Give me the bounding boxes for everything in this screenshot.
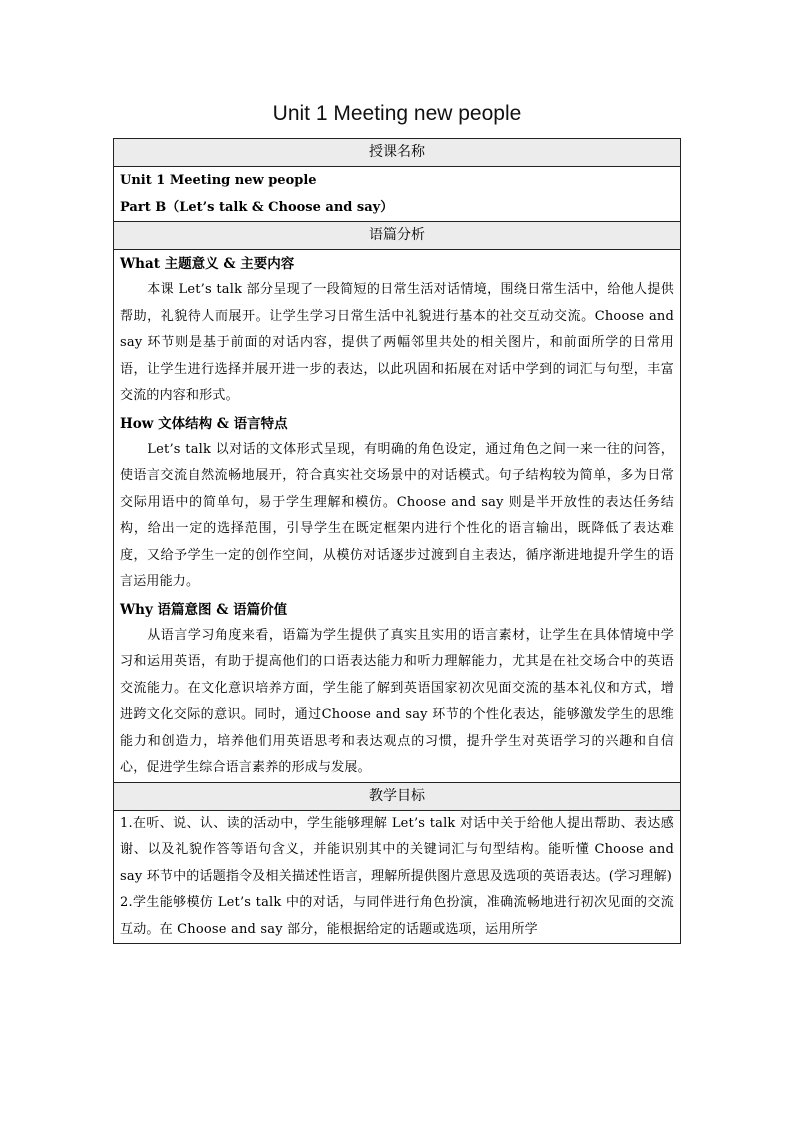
text-analysis-header: 语篇分析 — [114, 222, 681, 250]
lesson-name-header: 授课名称 — [114, 139, 681, 167]
document-title: Unit 1 Meeting new people — [272, 102, 522, 125]
how-paragraph: Let’s talk 以对话的文体形式呈现，有明确的角色设定，通过角色之间一来一往的问答，使语言交流自然流畅地展开，符合真实社交场景中的对话模式。句子结构较为简单，多为日常交际用语中的简单句，易于学生理解和模仿。Choose and say 则是半开放性的表达任务结构，给出一定的选择范围，引导学生在既定框架内进行个性化的语言输出，既降低了表达难度，又给予学生一定的创作空间，从模仿对话逐步过渡到自主表达，循序渐进地提升学生的语言运用能力。 — [120, 441, 674, 589]
objective-item-1: 1.在听、说、认、读的活动中，学生能够理解 Let’s talk 对话中关于给他人提出帮助、表达感谢、以及礼貌作答等语句含义，并能识别其中的关键词汇与句型结构。能听懂 Choose and say 环节中的话题指令及相关描述性语言，理解所提供图片意思及选项的英语表达。(学习理解) — [120, 815, 674, 884]
why-heading: Why 语篇意图 & 语篇价值 — [120, 601, 288, 618]
part-name: Part B（Let’s talk & Choose and say） — [120, 200, 394, 215]
objective-item-2: 2.学生能够模仿 Let’s talk 中的对话，与同伴进行角色扮演，准确流畅地进行初次见面的交流互动。在 Choose and say 部分，能根据给定的话题或选项，运用所学 — [120, 895, 674, 937]
lesson-plan-table — [113, 138, 681, 944]
teaching-objectives-cell — [114, 810, 681, 944]
unit-name: Unit 1 Meeting new people — [120, 173, 317, 188]
teaching-objectives-header: 教学目标 — [114, 782, 681, 810]
how-heading: How 文体结构 & 语言特点 — [120, 415, 288, 432]
what-paragraph: 本课 Let’s talk 部分呈现了一段简短的日常生活对话情境，围绕日常生活中，给他人提供帮助，礼貌待人而展开。让学生学习日常生活中礼貌进行基本的社交互动交流。Choose and say 环节则是基于前面的对话内容，提供了两幅邻里共处的相关图片，和前面所学的日常用语，让学生进行选择并展开进一步的表达，以此巩固和拓展在对话中学到的词汇与句型，丰富交流的内容和形式。 — [120, 282, 674, 403]
what-heading: What 主题意义 & 主要内容 — [120, 256, 295, 272]
text-analysis-cell — [114, 250, 681, 783]
lesson-name-cell — [114, 167, 681, 222]
why-paragraph: 从语言学习角度来看，语篇为学生提供了真实且实用的语言素材，让学生在具体情境中学习和运用英语，有助于提高他们的口语表达能力和听力理解能力，尤其是在社交场合中的英语交流能力。在文化意识培养方面，学生能了解到英语国家初次见面交流的基本礼仪和方式，增进跨文化交际的意识。同时，通过Choose and say 环节的个性化表达，能够激发学生的思维能力和创造力，培养他们用英语思考和表达观点的习惯，提升学生对英语学习的兴趣和自信心，促进学生综合语言素养的形成与发展。 — [120, 627, 674, 775]
